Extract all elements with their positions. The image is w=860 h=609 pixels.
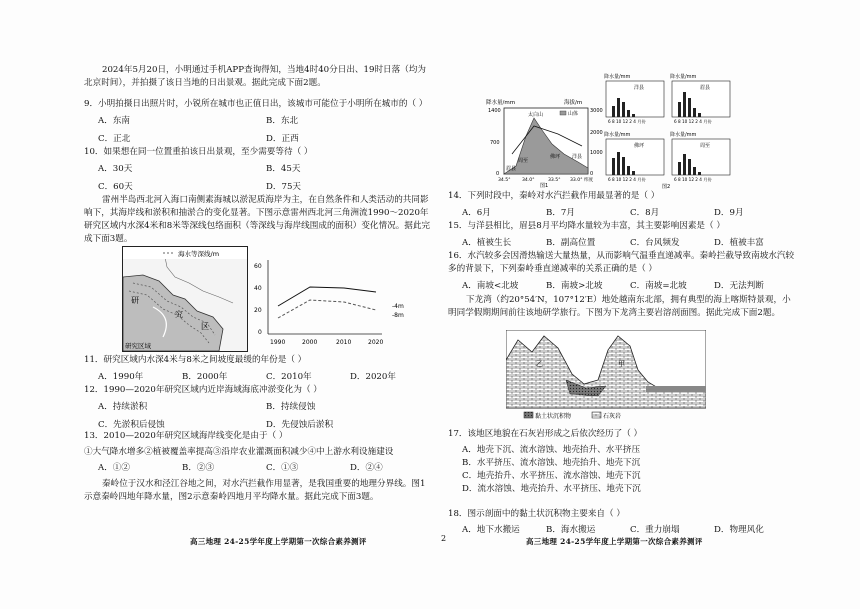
- intro-paragraph-4: 下龙湾（约20°54′N，107°12′E）地处越南东北部，拥有典型的海上喀斯特景观，小明同学假期期间前往该地研学旅行。下图为下龙湾主要岩溶剖面图。据此完成下面2题。: [448, 295, 791, 318]
- fig2-panel-1-label: 洋县: [634, 85, 645, 91]
- fig1-x-3: 33.5°: [548, 178, 561, 183]
- fig1-site-3: 佛坪: [550, 154, 561, 160]
- fig2-panel-3-label: 佛坪: [634, 143, 645, 149]
- fig1-x-4: 33.0° 纬度: [570, 178, 594, 183]
- q11-stem: 11．研究区域内水深4米与8米之间坡度最缓的年份是（ ）: [84, 355, 307, 365]
- section-label-jia: 甲: [618, 360, 625, 368]
- figure-1-drawing: [486, 96, 608, 188]
- y-tick-40: 40: [254, 285, 262, 292]
- q16-option-d[interactable]: D．无法判断: [714, 281, 764, 291]
- fig1-yr-2000: 2000: [590, 130, 603, 136]
- fig1-yr-3000: 3000: [590, 108, 603, 114]
- q13-stem: 13．2010—2020年研究区域海岸线变化是由于（ ）: [84, 431, 288, 441]
- fig1-yr-0: 0: [590, 171, 594, 177]
- q18-option-c[interactable]: C．重力崩塌: [630, 525, 680, 535]
- series-minus8m-line: [278, 300, 376, 318]
- question-17: [448, 428, 798, 496]
- q11-option-a[interactable]: A．1990年: [98, 372, 144, 382]
- q10-option-b[interactable]: B．45天: [266, 164, 301, 174]
- section-label-yi: 乙: [536, 360, 543, 368]
- q17-option-b[interactable]: B．水平挤压、流水溶蚀、地壳抬升、地壳下沉: [462, 458, 641, 468]
- q9-option-d[interactable]: D．正西: [266, 134, 299, 144]
- fig1-y-700: 700: [490, 140, 500, 146]
- fig2-caption: 图2: [662, 184, 671, 190]
- x-tick-2010: 2010: [336, 339, 352, 346]
- q15-option-b[interactable]: B．副高位置: [546, 238, 596, 248]
- q14-option-b[interactable]: B．7月: [546, 208, 575, 218]
- figure-2: [604, 72, 734, 190]
- q13-option-c[interactable]: C．①③: [266, 463, 299, 473]
- q14-option-d[interactable]: D．9月: [714, 208, 744, 218]
- q9-option-b[interactable]: B．东北: [266, 116, 299, 126]
- fig1-ylabel-left: 降水量/mm: [486, 100, 516, 106]
- q12-stem: 12．1990—2020年研究区域内近岸海域海底冲淤变化为（ ）: [84, 385, 322, 395]
- fig1-legend: 山体: [568, 111, 579, 117]
- karst-section-drawing: [506, 330, 706, 422]
- q10-option-c[interactable]: C．60天: [98, 182, 133, 192]
- y-tick-20: 20: [254, 307, 262, 314]
- q13-option-a[interactable]: A．①②: [98, 463, 130, 473]
- q17-option-d[interactable]: D．流水溶蚀、地壳抬升、水平挤压、地壳下沉: [462, 484, 641, 494]
- map-label-1: 研: [131, 296, 139, 305]
- fig2-panel-2-label: 眉县: [700, 85, 711, 91]
- y-tick-60: 60: [254, 263, 262, 270]
- q12-option-d[interactable]: D．先侵蚀后淤积: [266, 420, 334, 430]
- map-legend: 海水等深线/m: [178, 250, 220, 258]
- map-label-3: 区: [201, 322, 209, 331]
- question-9: [84, 98, 434, 146]
- series-minus4m-line: [278, 287, 376, 306]
- map-label-2: 究: [175, 310, 183, 319]
- fig1-y-1400: 1400: [488, 108, 501, 114]
- fig1-caption: 图1: [540, 183, 549, 188]
- fig1-x-2: 34.0°: [522, 178, 535, 183]
- q11-option-d[interactable]: D．2020年: [350, 372, 396, 382]
- fig2-unit-3: 降水量/mm: [604, 132, 631, 138]
- question-18: [448, 508, 798, 537]
- fig2-unit-1: 降水量/mm: [604, 74, 631, 80]
- fig1-site-1: 眉县: [506, 166, 517, 172]
- fig1-peak-label: 太白山: [528, 112, 544, 118]
- fig2-months-2: 6 8 10 12 2 4 月份: [674, 119, 712, 124]
- question-16: [448, 250, 798, 293]
- q9-stem: 9．小明拍摄日出照片时，小锐所在城市也正值日出，该城市可能位于小明所在城市的（ ）: [84, 99, 428, 109]
- intro-paragraph-3: 秦岭位于汉水和泾江谷地之间，对水汽拦截作用显著，是我国重要的地理分界线。图1示意秦岭四地年降水量，图2示意秦岭四地月平均降水量。据此完成下面3题。: [84, 479, 426, 502]
- q14-option-a[interactable]: A．6月: [462, 208, 491, 218]
- sea-surface: [646, 386, 706, 392]
- q11-option-c[interactable]: C．2010年: [266, 372, 312, 382]
- q13-option-d[interactable]: D．②④: [350, 463, 383, 473]
- karst-section: [506, 330, 706, 422]
- fig1-site-2: 周至: [518, 158, 529, 164]
- fig1-ylabel-right: 海拔/m: [564, 100, 583, 106]
- x-tick-1990: 1990: [270, 339, 286, 346]
- page-number: 2: [441, 534, 447, 543]
- figure-1: [486, 96, 608, 188]
- x-tick-2020: 2020: [368, 339, 384, 346]
- intro-paragraph-2: 雷州半岛西北河入海口南侧素海城以淤泥质海岸为主，在自然条件和人类活动的共同影响下，其海岸线和淤积和抽淤合的变化显著。下图示意雷州西北河三角洲流1990～2020年研究区域内水深4米和8米等深线包络面积（等深线与海岸线围成的面积）变化情况。据此完成下面3题。: [84, 195, 431, 244]
- q16-option-c[interactable]: C．南坡=北坡: [630, 281, 687, 291]
- q14-option-c[interactable]: C．8月: [630, 208, 660, 218]
- q15-option-c[interactable]: C．台风频发: [630, 238, 680, 248]
- isobath-area-chart-svg: [252, 254, 422, 354]
- q10-option-d[interactable]: D．75天: [266, 182, 302, 192]
- q16-stem: 16．水汽较多会因滑热输送大量热量，从而影响气温垂直递减率。秦岭拦截导致南坡水汽较多的背景下，下列秦岭垂直递减率的关系正确的是（ ）: [448, 251, 795, 274]
- left-footer: 高三地理 24-25学年度上学期第一次综合素养测评: [190, 537, 367, 546]
- legend-limestone: 石灰岩: [603, 413, 622, 420]
- q18-option-d[interactable]: D．物理风化: [714, 525, 764, 535]
- legend-minus8m: -8m: [392, 312, 404, 319]
- fig1-yr-1000: 1000: [590, 150, 603, 156]
- fig2-months-4: 6 8 10 12 2 4 月份: [674, 177, 712, 182]
- question-12: [84, 384, 434, 432]
- question-11: [84, 354, 434, 384]
- isobath-area-chart: [252, 254, 422, 354]
- y-tick-0: 0: [258, 329, 262, 336]
- q12-option-b[interactable]: B．持续侵蚀: [266, 402, 316, 412]
- question-15: [448, 220, 798, 250]
- fig2-months-3: 6 8 10 12 2 4 月份: [608, 177, 646, 182]
- right-footer: 高三地理 24-25学年度上学期第一次综合素养测评: [526, 537, 703, 546]
- delta-map: [122, 246, 248, 352]
- q18-option-a[interactable]: A．地下水搬运: [462, 525, 520, 535]
- fig1-x-1: 34.5°: [498, 178, 511, 183]
- q18-stem: 18．图示剖面中的黏土状沉积物主要来自（ ）: [448, 509, 625, 519]
- fig2-unit-4: 降水量/mm: [670, 132, 697, 138]
- q10-stem: 10．如果想在同一位置重拍该日出景观，至少需要等待（ ）: [84, 147, 313, 157]
- intro-paragraph: 2024年5月20日，小明通过手机APP查询得知，当地4时40分日出、19时日落（均为北京时间），并拍摄了该日当地的日出景观。据此完成下面2题。: [84, 65, 427, 88]
- question-13: [84, 430, 434, 475]
- q12-option-a[interactable]: A．持续淤积: [98, 402, 148, 412]
- q10-option-a[interactable]: A．30天: [98, 164, 133, 174]
- fig2-months-1: 6 8 10 12 2 4 月份: [608, 119, 646, 124]
- q13-option-b[interactable]: B．②③: [182, 463, 215, 473]
- q14-stem: 14．下列时段中，秦岭对水汽拦截作用最显著的是（ ）: [448, 191, 660, 201]
- q12-option-c[interactable]: C．先淤积后侵蚀: [98, 420, 165, 430]
- q17-option-c[interactable]: C．地壳抬升、水平挤压、流水溶蚀、地壳下沉: [462, 471, 641, 481]
- fig2-unit-2: 降水量/mm: [670, 74, 697, 80]
- q15-option-a[interactable]: A．植被生长: [462, 238, 512, 248]
- fig1-site-4: 洋县: [572, 154, 583, 160]
- q13-items: ①大气降水增多②植被覆盖率提高③沿岸农业灌溉面积减少④中上游水利设施建设: [84, 447, 394, 457]
- q15-stem: 15．与洋县相比，眉县8月平均降水量较为丰富，其主要影响因素是（ ）: [448, 221, 725, 231]
- q11-option-b[interactable]: B．2000年: [182, 372, 228, 382]
- map-caption: 研究区域: [125, 342, 151, 350]
- question-10: [84, 146, 434, 194]
- q17-stem: 17．该地区地貌在石灰岩形成之后依次经历了（ ）: [448, 429, 643, 439]
- fig1-y-0: 0: [496, 171, 500, 177]
- question-14: [448, 190, 798, 220]
- q17-option-a[interactable]: A．地壳下沉、流水溶蚀、地壳抬升、水平挤压: [462, 445, 641, 455]
- q18-option-b[interactable]: B．海水搬运: [546, 525, 596, 535]
- q9-option-c[interactable]: C．正北: [98, 134, 131, 144]
- q16-option-b[interactable]: B．南坡>北坡: [546, 281, 603, 291]
- x-tick-2000: 2000: [302, 339, 318, 346]
- delta-map-drawing: [123, 247, 247, 351]
- figure-2-drawing: [604, 72, 734, 190]
- legend-clay: 黏土状沉积物: [535, 413, 572, 420]
- fig2-panel-4-label: 周至: [700, 143, 711, 149]
- q9-option-a[interactable]: A．东南: [98, 116, 130, 126]
- q15-option-d[interactable]: D．植被丰富: [714, 238, 764, 248]
- q16-option-a[interactable]: A．南坡<北坡: [462, 281, 519, 291]
- legend-minus4m: -4m: [392, 303, 404, 310]
